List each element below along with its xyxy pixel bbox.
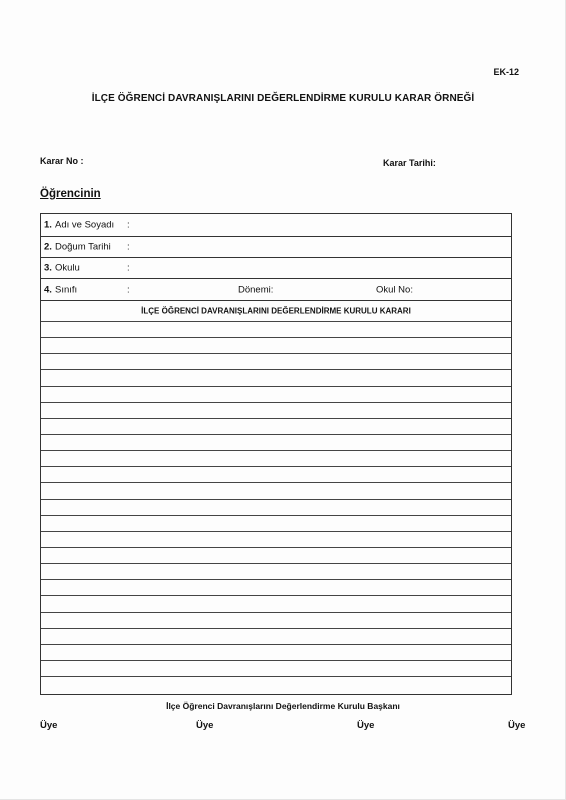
writing-line bbox=[41, 612, 511, 613]
term-label: Dönemi: bbox=[238, 284, 274, 295]
writing-line bbox=[41, 482, 511, 483]
decision-number-label: Karar No : bbox=[40, 156, 84, 166]
member-signature-3: Üye bbox=[357, 720, 375, 731]
class-label: Sınıfı bbox=[55, 284, 78, 295]
field-colon: : bbox=[127, 262, 130, 274]
document-title: İLÇE ÖĞRENCİ DAVRANIŞLARINI DEĞERLENDİRME KURULU KARAR ÖRNEĞİ bbox=[91, 93, 475, 104]
writing-line bbox=[41, 337, 511, 338]
writing-line bbox=[41, 515, 511, 516]
writing-line bbox=[41, 450, 511, 451]
student-form-table bbox=[40, 213, 512, 695]
member-signature-1: Üye bbox=[40, 720, 58, 731]
chair-signature-title: İlçe Öğrenci Davranışlarını Değerlendirme Kurulu Başkanı bbox=[166, 701, 400, 711]
writing-line bbox=[41, 321, 511, 322]
birth-date-row bbox=[41, 237, 511, 258]
writing-line bbox=[41, 547, 511, 548]
writing-line bbox=[41, 531, 511, 532]
writing-line bbox=[41, 644, 511, 645]
field-colon: : bbox=[127, 284, 130, 295]
class-row bbox=[41, 279, 511, 301]
writing-line bbox=[41, 418, 511, 419]
school-row bbox=[41, 258, 511, 279]
field-number: 2. bbox=[44, 241, 52, 253]
writing-line bbox=[41, 579, 511, 580]
member-signature-4: Üye bbox=[508, 720, 526, 731]
writing-line bbox=[41, 353, 511, 354]
writing-line bbox=[41, 434, 511, 435]
decision-section-title: İLÇE ÖĞRENCİ DAVRANIŞLARINI DEĞERLENDİRME KURULU KARARI bbox=[141, 306, 411, 316]
writing-line bbox=[41, 386, 511, 387]
writing-line bbox=[41, 466, 511, 467]
annex-label: EK-12 bbox=[493, 67, 519, 77]
member-signature-2: Üye bbox=[196, 720, 214, 731]
field-colon: : bbox=[127, 219, 130, 231]
writing-line bbox=[41, 402, 511, 403]
field-number: 4. bbox=[44, 284, 52, 295]
writing-line bbox=[41, 660, 511, 661]
decision-title-row bbox=[41, 301, 511, 321]
birth-date-label: Doğum Tarihi bbox=[55, 241, 111, 253]
field-number: 1. bbox=[44, 219, 52, 231]
decision-date-label: Karar Tarihi: bbox=[383, 158, 436, 168]
student-name-row bbox=[41, 214, 511, 237]
student-section-heading: Öğrencinin bbox=[40, 188, 101, 200]
field-number: 3. bbox=[44, 262, 52, 274]
writing-line bbox=[41, 499, 511, 500]
school-label: Okulu bbox=[55, 262, 80, 274]
school-number-label: Okul No: bbox=[376, 284, 413, 295]
writing-line bbox=[41, 595, 511, 596]
writing-line bbox=[41, 628, 511, 629]
writing-line bbox=[41, 676, 511, 677]
student-name-label: Adı ve Soyadı bbox=[55, 219, 115, 231]
writing-line bbox=[41, 369, 511, 370]
field-colon: : bbox=[127, 241, 130, 253]
writing-line bbox=[41, 563, 511, 564]
